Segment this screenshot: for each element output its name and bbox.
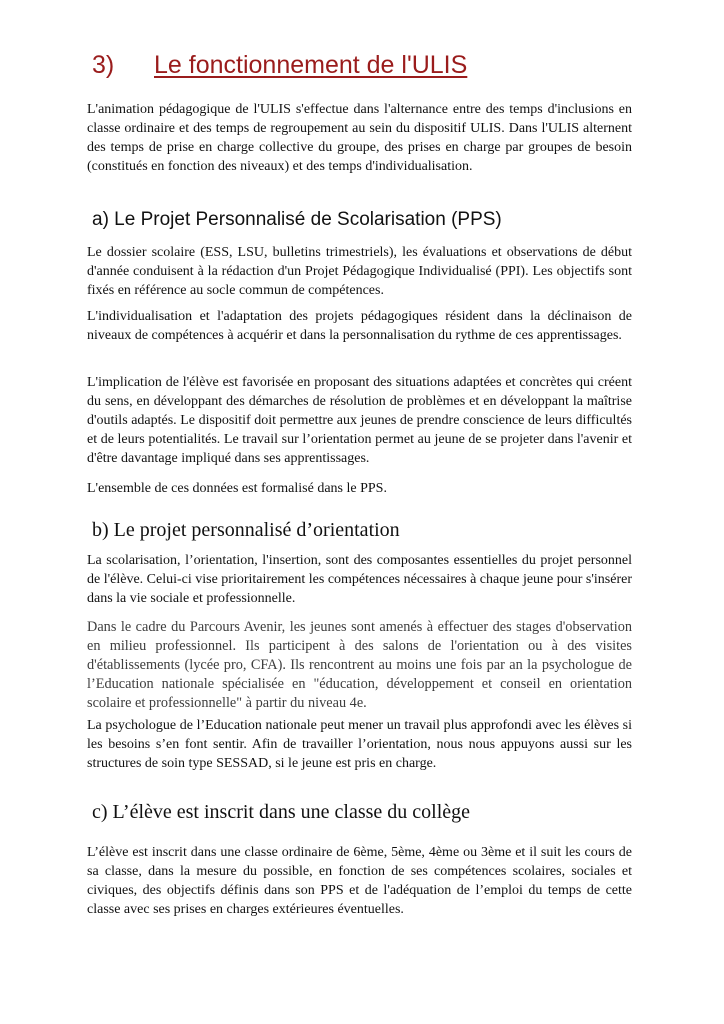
title-text: Le fonctionnement de l'ULIS [154, 51, 468, 79]
section-a-paragraph-3: L'implication de l'élève est favorisée en proposant des situations adaptées et concrètes qui créent du sens, en développant des démarches de résolution de problèmes et en développant la maîtrise d'outils adaptés. Le dispositif doit permettre aux jeunes de prendre conscience de leurs difficultés et de leurs potentialités. Le travail sur l’orientation permet au jeune de se projeter dans l'avenir et d'être davantage impliqué dans ses apprentissages. [87, 375, 632, 466]
section-a-title: a) Le Projet Personnalisé de Scolarisation (PPS) [92, 209, 502, 230]
section-c-paragraph-1: L’élève est inscrit dans une classe ordinaire de 6ème, 5ème, 4ème ou 3ème et il suit les cours de sa classe, dans la mesure du possible, en fonction de ses compétences scolaires, sociales et civiques, des objectifs définis dans son PPS et de l'adéquation de l’emploi du temps de cette classe avec ses prises en charges extérieures éventuelles. [87, 845, 632, 917]
section-b-paragraph-2: Dans le cadre du Parcours Avenir, les jeunes sont amenés à effectuer des stages d'observation en milieu professionnel. Ils participent à des salons de l'orientation ou à des visites d'établissements (lycée pro, CFA). Ils rencontrent au moins une fois par an la psychologue de l’Education nationale spécialisée en "éducation, développement et conseil en orientation scolaire et professionnelle" à partir du niveau 4e. [87, 619, 632, 711]
title-number: 3) [92, 51, 115, 79]
section-b-paragraph-3: La psychologue de l’Education nationale peut mener un travail plus approfondi avec les élèves si les besoins s’en font sentir. Afin de travailler l’orientation, nous nous appuyons aussi sur les structures de soin type SESSAD, si le jeune est pris en charge. [87, 718, 632, 771]
section-b-paragraph-1: La scolarisation, l’orientation, l'insertion, sont des composantes essentielles du projet personnel de l'élève. Celui-ci vise prioritairement les compétences nécessaires à chaque jeune pour s'insérer dans la vie sociale et professionnelle. [87, 553, 632, 606]
intro-paragraph: L'animation pédagogique de l'ULIS s'effectue dans l'alternance entre des temps d'inclusions en classe ordinaire et des temps de regroupement au sein du dispositif ULIS. Dans l'ULIS alternent des temps de prise en charge collective du groupe, des prises en charge par groupes de besoin (constitués en fonction des niveaux) et des temps d'individualisation. [87, 102, 632, 174]
section-b-title: b) Le projet personnalisé d’orientation [92, 519, 400, 541]
section-c-title: c) L’élève est inscrit dans une classe du collège [92, 801, 471, 823]
page-title [92, 50, 467, 80]
section-a-paragraph-4: L'ensemble de ces données est formalisé dans le PPS. [87, 481, 387, 496]
section-a-paragraph-2: L'individualisation et l'adaptation des projets pédagogiques résident dans la déclinaison de niveaux de compétences à acquérir et dans la personnalisation du rythme de ces apprentissages. [87, 309, 632, 343]
section-a-paragraph-1: Le dossier scolaire (ESS, LSU, bulletins trimestriels), les évaluations et observations de début d'année conduisent à la rédaction d'un Projet Pédagogique Individualisé (PPI). Les objectifs sont fixés en référence au socle commun de compétences. [87, 245, 632, 298]
